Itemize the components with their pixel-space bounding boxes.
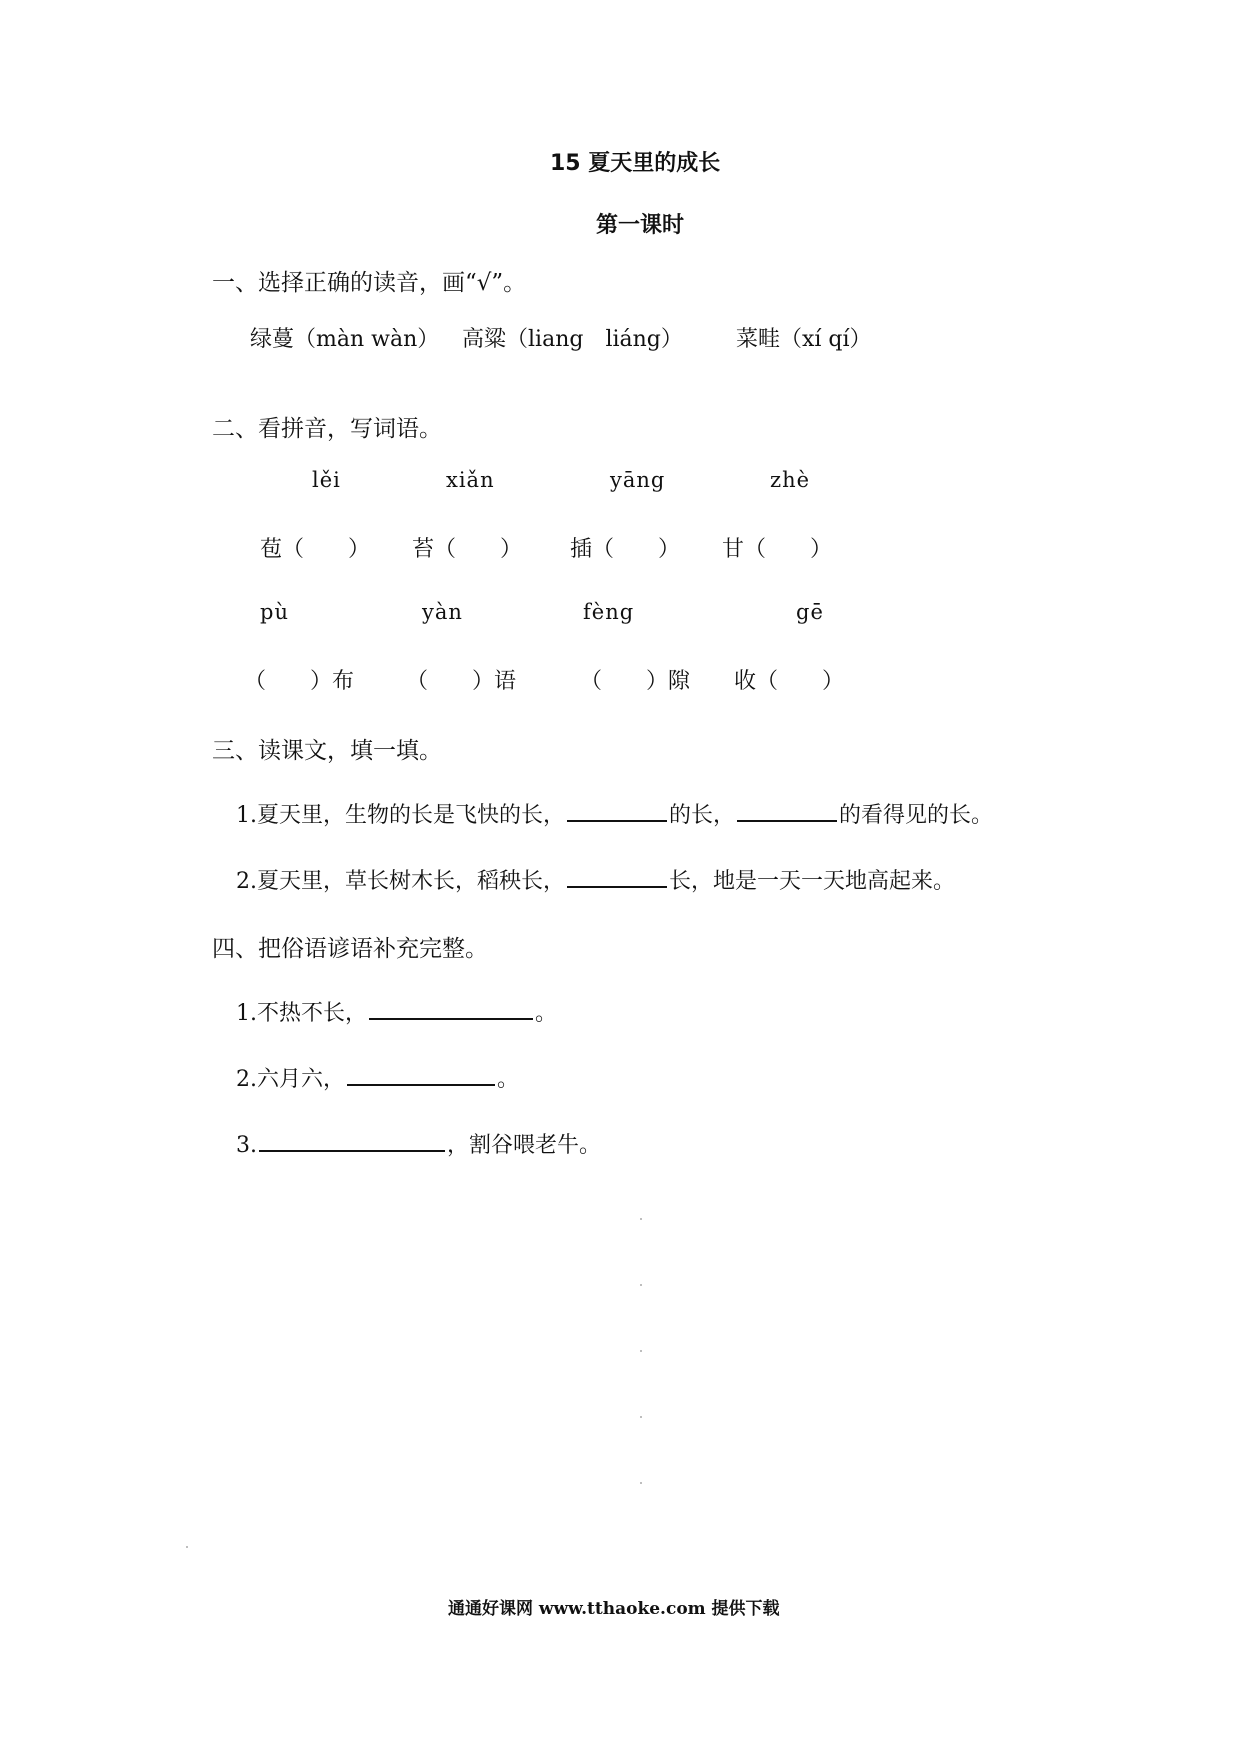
word-blank: 插（ ） <box>570 537 681 562</box>
pinyin: xiǎn <box>446 468 495 492</box>
pinyin: zhè <box>770 468 811 492</box>
scan-speck <box>640 1416 642 1418</box>
word-blank: 收（ ） <box>734 669 845 694</box>
question-text: 夏天里，生物的长是飞快的长， <box>257 803 566 828</box>
answer-blank[interactable] <box>347 1062 495 1086</box>
word-blank: 苞（ ） <box>260 537 371 562</box>
question-text: ，割谷喂老牛。 <box>447 1133 602 1158</box>
question-number: 1. <box>236 1001 257 1026</box>
question-number: 1. <box>236 803 257 828</box>
pinyin: yàn <box>422 600 463 624</box>
answer-blank[interactable] <box>737 798 837 822</box>
pinyin: lěi <box>312 468 341 492</box>
footer-source: 通通好课网 www.tthaoke.com 提供下载 <box>448 1599 780 1619</box>
section3-heading: 三、读课文，填一填。 <box>212 738 442 764</box>
pinyin: pù <box>260 600 289 624</box>
question-number: 2. <box>236 1067 257 1092</box>
question-text: 六月六， <box>257 1067 346 1092</box>
pinyin: gē <box>796 600 824 624</box>
section2-heading: 二、看拼音，写词语。 <box>212 416 442 442</box>
section1-item: 高粱（liang liáng） <box>462 327 683 352</box>
fill-question <box>236 798 993 829</box>
page-title: 15 夏天里的成长 <box>550 151 721 176</box>
proverb-question <box>236 1062 519 1093</box>
question-text: 的长， <box>669 803 736 828</box>
scan-speck <box>186 1546 188 1548</box>
section4-heading: 四、把俗语谚语补充完整。 <box>212 936 488 962</box>
question-number: 3. <box>236 1133 257 1158</box>
pinyin: yāng <box>610 468 666 492</box>
answer-blank[interactable] <box>567 864 667 888</box>
question-number: 2. <box>236 869 257 894</box>
question-text: 的看得见的长。 <box>839 803 994 828</box>
question-text: 夏天里，草长树木长，稻秧长， <box>257 869 566 894</box>
scan-speck <box>640 1284 642 1286</box>
answer-blank[interactable] <box>567 798 667 822</box>
word-blank: 甘（ ） <box>722 537 833 562</box>
word-blank: （ ）布 <box>244 669 355 694</box>
section1-item: 绿蔓（màn wàn） <box>250 327 440 352</box>
question-text: 。 <box>535 1001 558 1026</box>
scan-speck <box>640 1218 642 1220</box>
proverb-question <box>236 996 557 1027</box>
question-text: 长，地是一天一天地高起来。 <box>669 869 956 894</box>
lesson-subtitle: 第一课时 <box>596 213 685 238</box>
pinyin: fèng <box>583 600 635 624</box>
scan-speck <box>640 1482 642 1484</box>
section1-heading: 一、选择正确的读音，画“√”。 <box>212 270 527 296</box>
question-text: 不热不长， <box>257 1001 368 1026</box>
question-text: 。 <box>497 1067 520 1092</box>
word-blank: （ ）隙 <box>580 669 691 694</box>
answer-blank[interactable] <box>369 996 533 1020</box>
fill-question <box>236 864 955 895</box>
word-blank: 苔（ ） <box>412 537 523 562</box>
proverb-question <box>236 1128 601 1159</box>
scan-speck <box>640 1350 642 1352</box>
word-blank: （ ）语 <box>406 669 517 694</box>
answer-blank[interactable] <box>259 1128 445 1152</box>
section1-item: 菜畦（xí qí） <box>736 327 872 352</box>
